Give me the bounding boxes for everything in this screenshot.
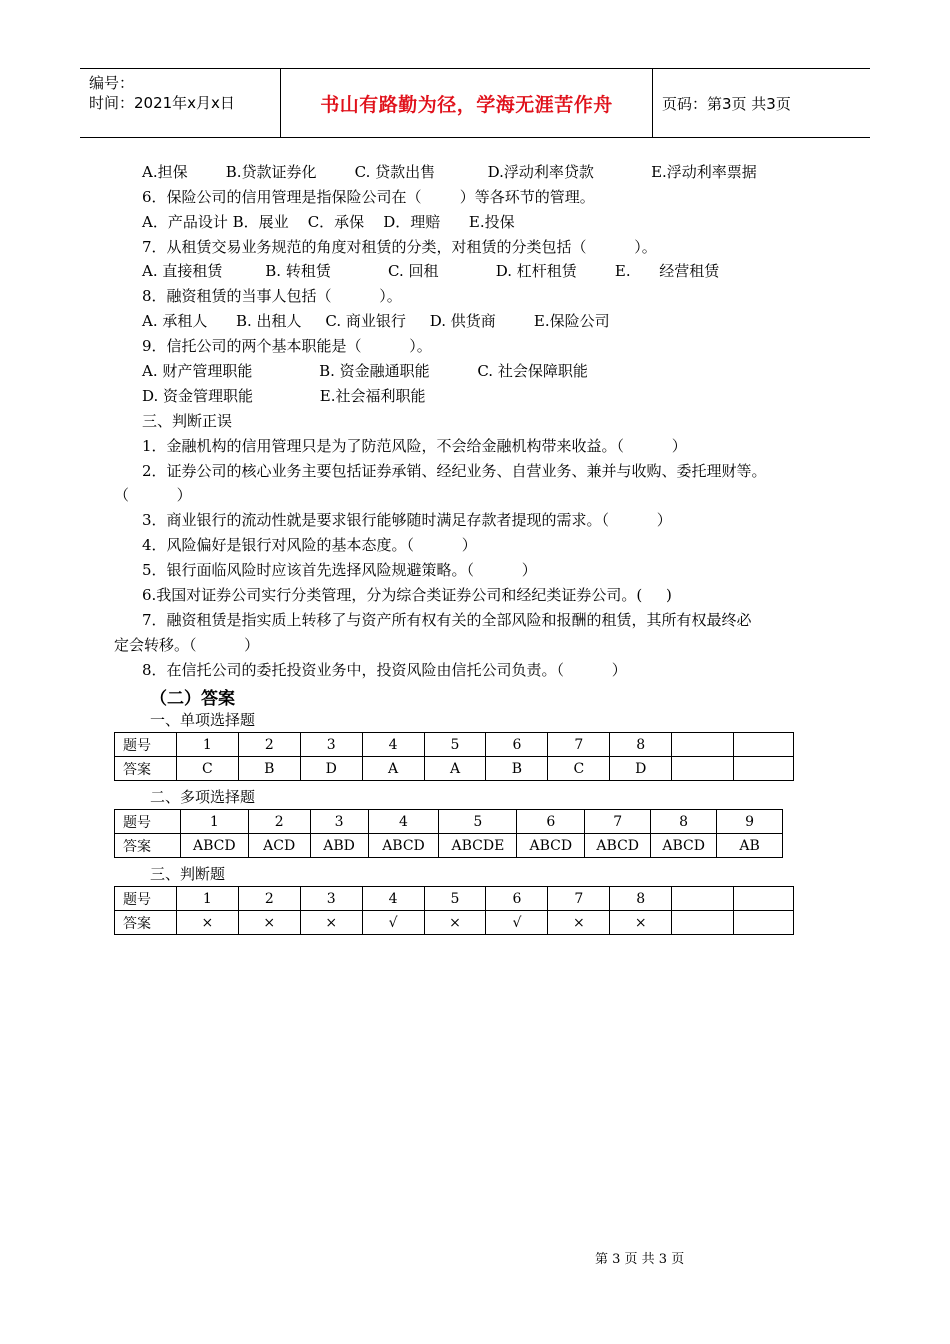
table-cell: × [238,911,300,935]
judgement-3: 3．商业银行的流动性就是要求银行能够随时满足存款者提现的需求。（ ） [142,511,672,529]
table-cell: √ [486,911,548,935]
page-footer: 第 3 页 共 3 页 [595,1252,685,1267]
table-cell: 1 [176,887,238,911]
answer-table-judgement [114,886,794,935]
table-cell: 4 [362,733,424,757]
question-8: 8．融资租赁的当事人包括（ ）。 [142,287,402,305]
table-cell: AB [717,834,783,858]
judgement-7-cont: 定会转移。（ ） [114,636,260,654]
table-cell: 答案 [115,757,177,781]
options-q6: A．产品设计 B．展业 C．承保 D．理赔 E.投保 [142,213,515,231]
table-cell: ACD [248,834,310,858]
table-cell: 2 [238,887,300,911]
question-6: 6．保险公司的信用管理是指保险公司在（ ）等各环节的管理。 [142,188,595,206]
table-cell: 题号 [115,887,177,911]
table-cell: ABD [310,834,368,858]
table-cell: 2 [238,733,300,757]
table-cell: 4 [362,887,424,911]
table-cell: 1 [180,810,248,834]
table-cell: ABCD [517,834,585,858]
table-cell: 4 [368,810,439,834]
page-header [80,68,870,138]
table-row [115,834,783,858]
table-cell: ABCDE [439,834,517,858]
question-7: 7．从租赁交易业务规范的角度对租赁的分类，对租赁的分类包括（ ）。 [142,238,657,256]
table-cell: 9 [717,810,783,834]
table-cell [672,733,734,757]
table-cell: 1 [176,733,238,757]
table-cell: D [610,757,672,781]
answers-title: （二）答案 [150,689,235,709]
table-cell: 6 [486,887,548,911]
table-cell: A [362,757,424,781]
table-cell: × [424,911,486,935]
table-cell: 2 [248,810,310,834]
table-row [115,757,794,781]
table-cell: 8 [651,810,717,834]
judgement-6: 6.我国对证券公司实行分类管理，分为综合类证券公司和经纪类证券公司。( ) [142,586,672,604]
table-cell: C [176,757,238,781]
table-cell: 6 [517,810,585,834]
options-q9-b: D. 资金管理职能 E.社会福利职能 [142,387,426,405]
header-date-label: 时间：2021年x月x日 [89,94,235,112]
table-cell: 6 [486,733,548,757]
answer-table-multiple [114,809,783,858]
judgement-4: 4．风险偏好是银行对风险的基本态度。（ ） [142,536,477,554]
table-cell [672,911,734,935]
table-row [115,733,794,757]
question-9: 9．信托公司的两个基本职能是（ ）。 [142,337,432,355]
table-cell: 答案 [115,834,181,858]
table-cell: 题号 [115,733,177,757]
table-cell [734,911,794,935]
table-cell: B [238,757,300,781]
table-row [115,887,794,911]
table-cell: A [424,757,486,781]
table-cell: 8 [610,887,672,911]
table-cell: 8 [610,733,672,757]
table-cell: ABCD [651,834,717,858]
table-cell: 答案 [115,911,177,935]
table-cell [734,887,794,911]
table-cell: × [176,911,238,935]
table-cell: 3 [300,887,362,911]
table-cell: ABCD [180,834,248,858]
table-2-title: 二、多项选择题 [150,788,256,806]
judgement-5: 5．银行面临风险时应该首先选择风险规避策略。（ ） [142,561,537,579]
table-cell [672,757,734,781]
table-cell: B [486,757,548,781]
options-q7: A. 直接租赁 B. 转租赁 C. 回租 D. 杠杆租赁 E. 经营租赁 [142,262,720,280]
table-cell: 3 [300,733,362,757]
table-cell: 3 [310,810,368,834]
table-cell: ABCD [585,834,651,858]
header-page-info: 页码：第3页 共3页 [662,94,791,113]
answer-table-single [114,732,794,781]
table-cell: √ [362,911,424,935]
judgement-2-cont: （ ） [114,486,192,504]
section-heading-judgement: 三、判断正误 [142,412,233,430]
table-cell [734,757,794,781]
table-cell: 5 [424,733,486,757]
table-cell: × [300,911,362,935]
judgement-1: 1．金融机构的信用管理只是为了防范风险，不会给金融机构带来收益。（ ） [142,437,687,455]
header-meta [80,69,281,137]
header-number-label: 编号： [89,74,135,92]
table-cell: × [610,911,672,935]
table-cell: 7 [585,810,651,834]
table-row [115,810,783,834]
header-motto: 书山有路勤为径，学海无涯苦作舟 [320,93,613,116]
table-cell: D [300,757,362,781]
table-cell: 7 [548,733,610,757]
judgement-7: 7．融资租赁是指实质上转移了与资产所有权有关的全部风险和报酬的租赁，其所有权最终必 [142,611,752,629]
table-cell: 题号 [115,810,181,834]
judgement-2: 2．证券公司的核心业务主要包括证券承销、经纪业务、自营业务、兼并与收购、委托理财等。 [142,462,767,480]
table-cell [672,887,734,911]
table-cell: 5 [424,887,486,911]
table-cell: ABCD [368,834,439,858]
judgement-8: 8．在信托公司的委托投资业务中，投资风险由信托公司负责。（ ） [142,661,627,679]
table-row [115,911,794,935]
header-motto-cell [281,69,653,137]
table-3-title: 三、判断题 [150,865,226,883]
table-cell [734,733,794,757]
options-q9-a: A. 财产管理职能 B. 资金融通职能 C. 社会保障职能 [142,362,588,380]
options-q8: A. 承租人 B. 出租人 C. 商业银行 D. 供货商 E.保险公司 [142,312,610,330]
options-q5: A.担保 B.贷款证券化 C. 贷款出售 D.浮动利率贷款 E.浮动利率票据 [142,163,757,181]
table-1-title: 一、单项选择题 [150,711,256,729]
table-cell: 7 [548,887,610,911]
table-cell: × [548,911,610,935]
table-cell: C [548,757,610,781]
table-cell: 5 [439,810,517,834]
